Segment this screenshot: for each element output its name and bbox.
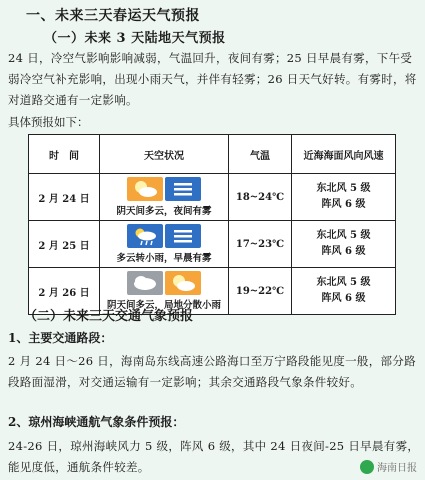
wind-direction: 东北风 5 级 — [316, 277, 371, 288]
row-date: 2 月 26 日 — [29, 268, 100, 315]
table-row — [29, 221, 396, 268]
row-temp: 19~22℃ — [229, 268, 292, 315]
sky-description: 阴天间多云，局地分散小雨 — [106, 300, 221, 311]
row-temp: 18~24℃ — [229, 174, 292, 221]
header-temp: 气温 — [229, 135, 292, 174]
sub-heading: （一）未来 3 天陆地天气预报 — [44, 31, 226, 46]
header-wind: 近海海面风向风速 — [292, 135, 396, 174]
wind-direction: 东北风 5 级 — [316, 230, 371, 241]
cloudy-icon — [127, 271, 163, 295]
fog-icon — [165, 224, 201, 248]
watermark-text: 海南日报 — [377, 463, 417, 474]
row-wind — [292, 174, 396, 221]
fog-icon — [165, 177, 201, 201]
partly-cloudy-icon — [127, 177, 163, 201]
sky-description: 阴天间多云，夜间有雾 — [116, 206, 212, 217]
row-sky — [100, 221, 229, 268]
row-sky — [100, 174, 229, 221]
row-date: 2 月 24 日 — [29, 174, 100, 221]
wechat-logo-icon — [360, 460, 374, 474]
header-time: 时 间 — [29, 135, 100, 174]
cloud-rain-icon — [127, 224, 163, 248]
wind-gust: 阵风 6 级 — [321, 199, 366, 210]
row-date: 2 月 25 日 — [29, 221, 100, 268]
header-sky: 天空状况 — [100, 135, 229, 174]
wind-direction: 东北风 5 级 — [316, 183, 371, 194]
forecast-table — [28, 134, 396, 315]
sky-description: 多云转小雨，早晨有雾 — [116, 253, 212, 264]
row-wind — [292, 268, 396, 315]
paragraph-roads: 2 月 24 日～26 日，海南岛东线高速公路海口至万宁路段能见度一般，部分路段路面湿滑，对交通运输有一定影响；其余交通路段气象条件较好。 — [8, 354, 416, 389]
table-header-row — [29, 135, 396, 174]
paragraph-strait: 24-26 日，琼州海峡风力 5 级，阵风 6 级，其中 24 日夜间-25 日早晨有雾，能见度低，通航条件较差。 — [8, 439, 420, 474]
section-traffic-heading: （二）未来三天交通气象预报 — [24, 309, 194, 324]
subheading-strait: 2、琼州海峡通航气象条件预报： — [8, 415, 185, 429]
watermark — [360, 459, 417, 474]
row-wind — [292, 221, 396, 268]
partly-cloudy-icon — [165, 271, 201, 295]
wind-gust: 阵风 6 级 — [321, 293, 366, 304]
paragraph-land-forecast: 24 日，冷空气影响影响减弱，气温回升，夜间有雾；25 日早晨有雾，下午受弱冷空气补充影响，出现小雨天气，并伴有轻雾；26 日天气好转。有雾时，将对道路交通有一定影响。 — [8, 51, 417, 107]
row-temp: 17~23℃ — [229, 221, 292, 268]
heading: 一、未来三天春运天气预报 — [26, 8, 200, 24]
subheading-roads: 1、主要交通路段： — [8, 331, 113, 345]
table-intro: 具体预报如下： — [8, 115, 89, 129]
wind-gust: 阵风 6 级 — [321, 246, 366, 257]
table-row — [29, 174, 396, 221]
